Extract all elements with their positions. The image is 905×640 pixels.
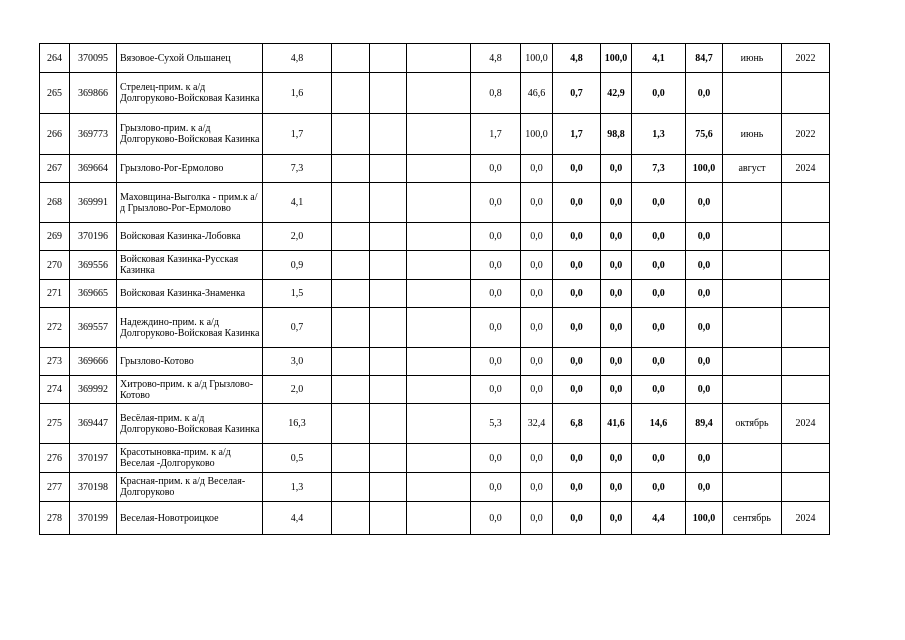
cell-c9: 100,0 xyxy=(521,44,553,73)
table-row xyxy=(40,444,830,473)
cell-c7 xyxy=(407,404,471,444)
cell-name: Веселая-Новотроицкое xyxy=(117,502,263,535)
cell-c5 xyxy=(332,183,370,223)
table-row xyxy=(40,376,830,404)
cell-c8: 0,0 xyxy=(471,155,521,183)
cell-num: 269 xyxy=(40,223,70,251)
cell-month xyxy=(723,251,782,280)
cell-c7 xyxy=(407,473,471,502)
cell-num: 265 xyxy=(40,73,70,114)
cell-c9: 100,0 xyxy=(521,114,553,155)
cell-c9: 0,0 xyxy=(521,376,553,404)
cell-c7 xyxy=(407,444,471,473)
cell-length: 7,3 xyxy=(263,155,332,183)
table-row xyxy=(40,223,830,251)
table-row xyxy=(40,473,830,502)
cell-c13: 75,6 xyxy=(686,114,723,155)
cell-year: 2024 xyxy=(782,502,830,535)
cell-c10: 4,8 xyxy=(553,44,601,73)
cell-c7 xyxy=(407,114,471,155)
table-row xyxy=(40,44,830,73)
cell-c7 xyxy=(407,348,471,376)
cell-c6 xyxy=(370,280,407,308)
cell-num: 278 xyxy=(40,502,70,535)
cell-c5 xyxy=(332,251,370,280)
cell-c5 xyxy=(332,223,370,251)
cell-year: 2024 xyxy=(782,404,830,444)
cell-c10: 0,0 xyxy=(553,308,601,348)
cell-year xyxy=(782,444,830,473)
cell-c11: 0,0 xyxy=(601,473,632,502)
cell-month xyxy=(723,308,782,348)
cell-month xyxy=(723,223,782,251)
cell-c11: 0,0 xyxy=(601,280,632,308)
cell-code: 369866 xyxy=(70,73,117,114)
cell-name: Надеждино-прим. к а/д Долгоруково-Войсковая Казинка xyxy=(117,308,263,348)
cell-c13: 0,0 xyxy=(686,376,723,404)
cell-name: Красотыновка-прим. к а/д Веселая -Долгоруково xyxy=(117,444,263,473)
cell-c13: 0,0 xyxy=(686,280,723,308)
cell-code: 369666 xyxy=(70,348,117,376)
cell-name: Войсковая Казинка-Знаменка xyxy=(117,280,263,308)
cell-name: Красная-прим. к а/д Веселая-Долгоруково xyxy=(117,473,263,502)
cell-c13: 84,7 xyxy=(686,44,723,73)
cell-month xyxy=(723,473,782,502)
cell-c12: 0,0 xyxy=(632,444,686,473)
cell-c8: 0,8 xyxy=(471,73,521,114)
cell-month xyxy=(723,280,782,308)
cell-c12: 4,1 xyxy=(632,44,686,73)
cell-year xyxy=(782,280,830,308)
cell-length: 3,0 xyxy=(263,348,332,376)
cell-c10: 0,0 xyxy=(553,473,601,502)
cell-c5 xyxy=(332,376,370,404)
cell-c6 xyxy=(370,473,407,502)
cell-c12: 0,0 xyxy=(632,473,686,502)
table-row xyxy=(40,502,830,535)
cell-length: 2,0 xyxy=(263,376,332,404)
cell-c8: 0,0 xyxy=(471,183,521,223)
cell-c10: 0,0 xyxy=(553,223,601,251)
road-data-table xyxy=(39,43,830,535)
cell-year xyxy=(782,473,830,502)
cell-code: 369992 xyxy=(70,376,117,404)
cell-c8: 0,0 xyxy=(471,502,521,535)
cell-c6 xyxy=(370,73,407,114)
cell-c13: 100,0 xyxy=(686,502,723,535)
cell-year xyxy=(782,73,830,114)
cell-c11: 0,0 xyxy=(601,348,632,376)
cell-name: Хитрово-прим. к а/д Грызлово-Котово xyxy=(117,376,263,404)
cell-month: сентябрь xyxy=(723,502,782,535)
cell-c8: 0,0 xyxy=(471,376,521,404)
cell-c10: 0,0 xyxy=(553,348,601,376)
cell-c6 xyxy=(370,155,407,183)
cell-code: 369664 xyxy=(70,155,117,183)
cell-c13: 100,0 xyxy=(686,155,723,183)
table-row xyxy=(40,348,830,376)
cell-month xyxy=(723,73,782,114)
cell-c12: 0,0 xyxy=(632,223,686,251)
cell-c9: 0,0 xyxy=(521,280,553,308)
cell-c5 xyxy=(332,73,370,114)
cell-code: 370198 xyxy=(70,473,117,502)
cell-num: 268 xyxy=(40,183,70,223)
table-row xyxy=(40,280,830,308)
cell-year xyxy=(782,251,830,280)
cell-c10: 0,0 xyxy=(553,376,601,404)
cell-c10: 0,0 xyxy=(553,251,601,280)
cell-c7 xyxy=(407,308,471,348)
cell-code: 369991 xyxy=(70,183,117,223)
cell-name: Вязовое-Сухой Ольшанец xyxy=(117,44,263,73)
cell-c7 xyxy=(407,280,471,308)
cell-c12: 4,4 xyxy=(632,502,686,535)
cell-c5 xyxy=(332,308,370,348)
cell-year xyxy=(782,376,830,404)
cell-code: 369665 xyxy=(70,280,117,308)
cell-c11: 0,0 xyxy=(601,308,632,348)
cell-c11: 0,0 xyxy=(601,502,632,535)
cell-c12: 14,6 xyxy=(632,404,686,444)
cell-length: 1,6 xyxy=(263,73,332,114)
cell-c13: 0,0 xyxy=(686,73,723,114)
cell-c7 xyxy=(407,44,471,73)
cell-num: 270 xyxy=(40,251,70,280)
cell-c10: 0,0 xyxy=(553,502,601,535)
cell-c9: 32,4 xyxy=(521,404,553,444)
cell-code: 370197 xyxy=(70,444,117,473)
cell-c10: 0,0 xyxy=(553,183,601,223)
cell-c7 xyxy=(407,73,471,114)
cell-code: 369556 xyxy=(70,251,117,280)
cell-c12: 0,0 xyxy=(632,251,686,280)
cell-c12: 0,0 xyxy=(632,73,686,114)
table-row xyxy=(40,114,830,155)
cell-length: 4,4 xyxy=(263,502,332,535)
cell-month: октябрь xyxy=(723,404,782,444)
cell-c8: 0,0 xyxy=(471,280,521,308)
cell-c8: 0,0 xyxy=(471,308,521,348)
cell-year: 2022 xyxy=(782,44,830,73)
cell-c8: 4,8 xyxy=(471,44,521,73)
cell-month xyxy=(723,348,782,376)
cell-c9: 0,0 xyxy=(521,155,553,183)
cell-month xyxy=(723,183,782,223)
cell-c6 xyxy=(370,44,407,73)
cell-c12: 0,0 xyxy=(632,348,686,376)
cell-c5 xyxy=(332,155,370,183)
cell-c5 xyxy=(332,44,370,73)
cell-c6 xyxy=(370,502,407,535)
cell-c8: 0,0 xyxy=(471,444,521,473)
cell-c5 xyxy=(332,114,370,155)
cell-num: 267 xyxy=(40,155,70,183)
cell-year xyxy=(782,183,830,223)
cell-num: 275 xyxy=(40,404,70,444)
cell-month: август xyxy=(723,155,782,183)
cell-c6 xyxy=(370,376,407,404)
cell-length: 4,8 xyxy=(263,44,332,73)
cell-code: 369447 xyxy=(70,404,117,444)
cell-c5 xyxy=(332,473,370,502)
cell-name: Стрелец-прим. к а/д Долгоруково-Войсковая Казинка xyxy=(117,73,263,114)
cell-c7 xyxy=(407,183,471,223)
cell-c8: 5,3 xyxy=(471,404,521,444)
cell-c11: 41,6 xyxy=(601,404,632,444)
cell-name: Грызлово-Котово xyxy=(117,348,263,376)
cell-name: Весёлая-прим. к а/д Долгоруково-Войсковая Казинка xyxy=(117,404,263,444)
cell-c6 xyxy=(370,444,407,473)
cell-c12: 1,3 xyxy=(632,114,686,155)
cell-length: 0,9 xyxy=(263,251,332,280)
cell-c12: 0,0 xyxy=(632,183,686,223)
cell-c9: 0,0 xyxy=(521,348,553,376)
cell-c10: 6,8 xyxy=(553,404,601,444)
cell-c5 xyxy=(332,502,370,535)
cell-c6 xyxy=(370,404,407,444)
cell-c11: 0,0 xyxy=(601,223,632,251)
table-row xyxy=(40,155,830,183)
cell-c11: 0,0 xyxy=(601,251,632,280)
table-row xyxy=(40,308,830,348)
cell-month xyxy=(723,444,782,473)
cell-c11: 0,0 xyxy=(601,155,632,183)
cell-c10: 0,0 xyxy=(553,280,601,308)
cell-name: Войсковая Казинка-Русская Казинка xyxy=(117,251,263,280)
cell-c13: 0,0 xyxy=(686,183,723,223)
cell-num: 272 xyxy=(40,308,70,348)
cell-year xyxy=(782,223,830,251)
cell-c5 xyxy=(332,404,370,444)
cell-length: 16,3 xyxy=(263,404,332,444)
cell-length: 2,0 xyxy=(263,223,332,251)
cell-c9: 0,0 xyxy=(521,502,553,535)
cell-num: 266 xyxy=(40,114,70,155)
cell-c5 xyxy=(332,280,370,308)
cell-c13: 0,0 xyxy=(686,308,723,348)
cell-c8: 0,0 xyxy=(471,251,521,280)
cell-length: 1,5 xyxy=(263,280,332,308)
cell-c10: 0,7 xyxy=(553,73,601,114)
cell-c9: 0,0 xyxy=(521,183,553,223)
cell-c7 xyxy=(407,223,471,251)
cell-c12: 0,0 xyxy=(632,280,686,308)
cell-c6 xyxy=(370,223,407,251)
cell-c12: 0,0 xyxy=(632,376,686,404)
cell-c12: 7,3 xyxy=(632,155,686,183)
cell-c5 xyxy=(332,444,370,473)
cell-year xyxy=(782,348,830,376)
cell-name: Войсковая Казинка-Лобовка xyxy=(117,223,263,251)
cell-code: 370095 xyxy=(70,44,117,73)
table-row xyxy=(40,183,830,223)
cell-num: 274 xyxy=(40,376,70,404)
cell-c9: 0,0 xyxy=(521,473,553,502)
cell-length: 1,7 xyxy=(263,114,332,155)
cell-c13: 89,4 xyxy=(686,404,723,444)
cell-c11: 98,8 xyxy=(601,114,632,155)
cell-c6 xyxy=(370,183,407,223)
cell-c11: 42,9 xyxy=(601,73,632,114)
cell-c7 xyxy=(407,376,471,404)
cell-name: Маховщина-Выголка - прим.к а/д Грызлово-Рог-Ермолово xyxy=(117,183,263,223)
cell-c6 xyxy=(370,308,407,348)
cell-c6 xyxy=(370,348,407,376)
table-row xyxy=(40,404,830,444)
cell-c7 xyxy=(407,251,471,280)
cell-c11: 100,0 xyxy=(601,44,632,73)
cell-c10: 1,7 xyxy=(553,114,601,155)
cell-num: 277 xyxy=(40,473,70,502)
cell-c9: 0,0 xyxy=(521,251,553,280)
cell-c5 xyxy=(332,348,370,376)
cell-c8: 1,7 xyxy=(471,114,521,155)
cell-c9: 0,0 xyxy=(521,444,553,473)
cell-c9: 46,6 xyxy=(521,73,553,114)
cell-c6 xyxy=(370,114,407,155)
cell-c7 xyxy=(407,502,471,535)
cell-c12: 0,0 xyxy=(632,308,686,348)
cell-year: 2022 xyxy=(782,114,830,155)
cell-c13: 0,0 xyxy=(686,251,723,280)
cell-length: 1,3 xyxy=(263,473,332,502)
cell-num: 271 xyxy=(40,280,70,308)
cell-num: 276 xyxy=(40,444,70,473)
cell-length: 4,1 xyxy=(263,183,332,223)
cell-c13: 0,0 xyxy=(686,473,723,502)
cell-name: Грызлово-прим. к а/д Долгоруково-Войсковая Казинка xyxy=(117,114,263,155)
cell-c11: 0,0 xyxy=(601,376,632,404)
cell-c10: 0,0 xyxy=(553,155,601,183)
cell-c11: 0,0 xyxy=(601,444,632,473)
cell-code: 370196 xyxy=(70,223,117,251)
cell-c13: 0,0 xyxy=(686,444,723,473)
cell-month: июнь xyxy=(723,114,782,155)
table-row xyxy=(40,251,830,280)
cell-code: 369773 xyxy=(70,114,117,155)
cell-month: июнь xyxy=(723,44,782,73)
table-row xyxy=(40,73,830,114)
cell-num: 264 xyxy=(40,44,70,73)
cell-c9: 0,0 xyxy=(521,223,553,251)
cell-year: 2024 xyxy=(782,155,830,183)
cell-c10: 0,0 xyxy=(553,444,601,473)
cell-code: 369557 xyxy=(70,308,117,348)
cell-c7 xyxy=(407,155,471,183)
cell-length: 0,5 xyxy=(263,444,332,473)
cell-c8: 0,0 xyxy=(471,348,521,376)
cell-c11: 0,0 xyxy=(601,183,632,223)
cell-c13: 0,0 xyxy=(686,348,723,376)
cell-month xyxy=(723,376,782,404)
cell-c8: 0,0 xyxy=(471,473,521,502)
cell-num: 273 xyxy=(40,348,70,376)
cell-length: 0,7 xyxy=(263,308,332,348)
cell-name: Грызлово-Рог-Ермолово xyxy=(117,155,263,183)
cell-c6 xyxy=(370,251,407,280)
cell-year xyxy=(782,308,830,348)
cell-c9: 0,0 xyxy=(521,308,553,348)
cell-c13: 0,0 xyxy=(686,223,723,251)
cell-c8: 0,0 xyxy=(471,223,521,251)
cell-code: 370199 xyxy=(70,502,117,535)
